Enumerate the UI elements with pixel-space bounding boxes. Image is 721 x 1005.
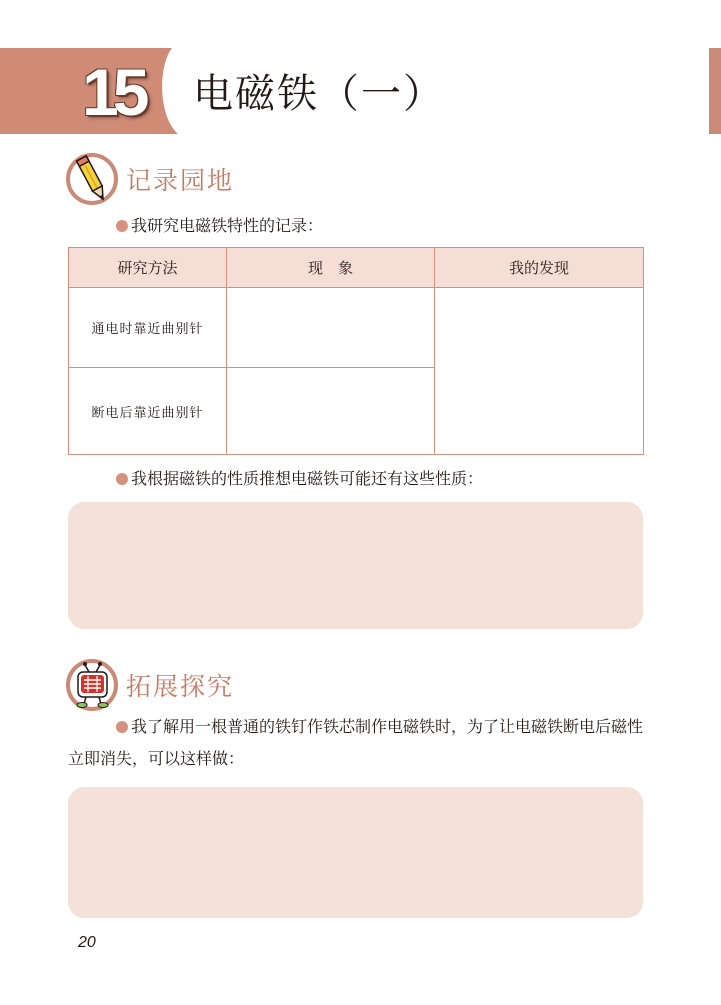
lesson-number: 15	[82, 55, 144, 129]
pencil-icon	[66, 151, 122, 207]
method-cell: 通电时靠近曲别针	[69, 288, 227, 368]
robot-tv-icon	[66, 657, 122, 713]
lesson-title: 电磁铁（一）	[193, 71, 445, 117]
column-header-finding: 我的发现	[435, 248, 644, 288]
bullet-dot	[116, 220, 128, 232]
inference-prompt: 我根据磁铁的性质推想电磁铁可能还有这些性质：	[116, 467, 483, 491]
finding-answer-cell[interactable]	[435, 288, 644, 455]
phenomenon-answer-cell[interactable]	[227, 288, 435, 368]
record-table	[68, 247, 644, 455]
phenomenon-answer-cell[interactable]	[227, 368, 435, 455]
column-header-phenomenon: 现 象	[227, 248, 435, 288]
page-number: 20	[78, 934, 96, 951]
extend-prompt: 我了解用一根普通的铁钉作铁芯制作电磁铁时，为了让电磁铁断电后磁性立即消失，可以这样做：	[68, 717, 644, 768]
chapter-tab	[709, 48, 721, 134]
extend-section-title: 拓展探究	[126, 672, 235, 701]
table-row	[69, 288, 644, 368]
table-header-row	[69, 248, 644, 288]
extend-answer-box[interactable]	[68, 787, 643, 918]
inference-answer-box[interactable]	[68, 502, 643, 629]
extend-section-heading	[66, 656, 234, 714]
record-prompt: 我研究电磁铁特性的记录：	[116, 214, 323, 238]
bullet-dot	[116, 721, 128, 733]
record-section-heading	[66, 150, 234, 208]
column-header-method: 研究方法	[69, 248, 227, 288]
method-cell: 断电后靠近曲别针	[69, 368, 227, 455]
bullet-dot	[116, 473, 128, 485]
record-section-title: 记录园地	[126, 166, 235, 195]
